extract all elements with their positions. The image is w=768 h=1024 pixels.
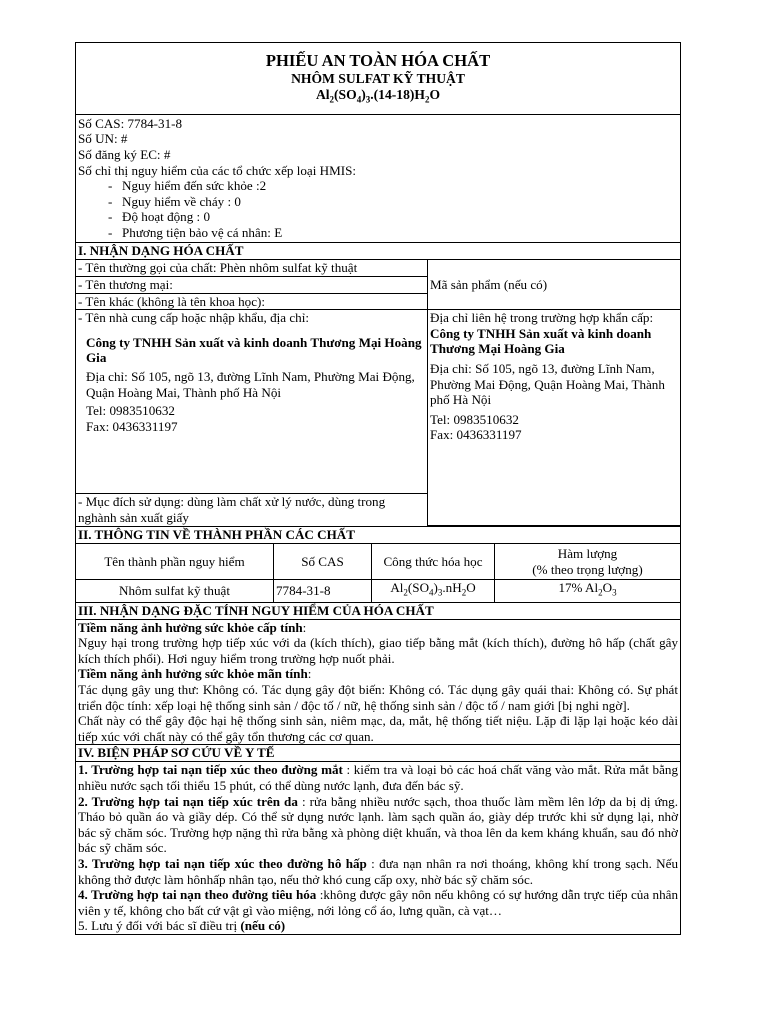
cas-number: Số CAS: 7784-31-8 <box>78 115 183 131</box>
identification-table <box>76 260 680 525</box>
formula-part: Al <box>315 87 330 102</box>
content-header-line1: Hàm lượng <box>557 546 618 562</box>
product-code: Mã sản phẩm (nếu có) <box>428 260 681 309</box>
emergency-fax: Fax: 0436331197 <box>430 427 522 443</box>
supplier-label: - Tên nhà cung cấp hoặc nhập khẩu, địa chỉ: <box>78 310 309 326</box>
section-4-title: IV. BIỆN PHÁP SƠ CỨU VỀ Y TẾ <box>76 745 680 762</box>
acute-heading <box>78 620 678 636</box>
formula-sub: 2 <box>424 94 430 105</box>
identifiers-block <box>76 115 680 244</box>
hazard-block <box>76 620 680 746</box>
safety-data-sheet <box>75 42 681 935</box>
first-aid-ingestion-text: :không được gây nôn nếu không có sự hướng dẫn trực tiếp của nhân viên y tế, không cho bất cứ vật gì vào miệng, nới lỏng cổ áo, lưng quần, cà vạt… <box>78 887 678 918</box>
emergency-address: Địa chỉ: Số 105, ngõ 13, đường Lĩnh Nam, Phường Mai Động, Quận Hoàng Mai, Thành phố Hà Nội <box>430 361 665 408</box>
col-header-content <box>495 544 681 580</box>
formula-part: .(14-18)H <box>370 87 425 102</box>
hmis-item: - Nguy hiểm về cháy : 0 <box>122 194 678 210</box>
first-aid-inhalation-text: : đưa nạn nhân ra nơi thoáng, không khí trong sạch. Nếu không thở được làm hônhấp nhân tạo, nếu thở khó cung cấp oxy, nhờ bác sỹ chăm sóc. <box>78 855 678 887</box>
formula-sub: 2 <box>329 94 335 105</box>
section-2-title: II. THÔNG TIN VỀ THÀNH PHẦN CÁC CHẤT <box>76 526 680 544</box>
content-part: 17% Al <box>558 580 599 596</box>
first-aid-eyes <box>78 762 678 793</box>
doctor-note-bold: (nếu có) <box>240 918 286 934</box>
first-aid-skin <box>78 794 678 856</box>
col-header-name: Tên thành phần nguy hiểm <box>76 544 274 580</box>
first-aid-ingestion <box>78 887 678 918</box>
emergency-label: Địa chỉ liên hệ trong trường hợp khẩn cấp: <box>430 310 654 326</box>
acute-title: Tiềm năng ảnh hưởng sức khỏe cấp tính <box>78 619 303 635</box>
first-aid-inhalation-title: 3. Trường hợp tai nạn tiếp xúc theo đường hô hấp <box>78 855 367 871</box>
supplier-name: Công ty TNHH Sản xuất và kinh doanh Thương Mại Hoàng Gia <box>86 334 422 366</box>
formula-part: (SO <box>334 87 357 102</box>
first-aid-ingestion-title: 4. Trường hợp tai nạn theo đường tiêu hóa <box>78 887 317 903</box>
formula-sub: 2 <box>461 588 467 599</box>
emergency-name: Công ty TNHH Sản xuất và kinh doanh Thương Mại Hoàng Gia <box>430 325 652 357</box>
first-aid-eyes-title: 1. Trường hợp tai nạn tiếp xúc theo đường mắt <box>78 762 343 778</box>
section-1-title: I. NHẬN DẠNG HÓA CHẤT <box>76 243 680 260</box>
acute-colon: : <box>302 619 307 635</box>
content-sub: 3 <box>612 588 617 599</box>
composition-table <box>76 544 680 602</box>
hmis-item: - Độ hoạt động : 0 <box>122 209 678 225</box>
chronic-title: Tiềm năng ảnh hưởng sức khỏe mãn tính <box>78 666 308 682</box>
component-content <box>495 580 681 602</box>
supplier-cell <box>76 310 428 494</box>
formula-part: ) <box>433 580 438 596</box>
common-name: - Tên thường gọi của chất: Phèn nhôm sulfat kỹ thuật <box>76 260 428 276</box>
formula-part: .nH <box>442 580 462 596</box>
col-header-formula: Công thức hóa học <box>372 544 495 580</box>
component-formula <box>372 580 495 602</box>
formula-sub: 4 <box>356 94 362 105</box>
content-sub: 2 <box>598 588 603 599</box>
document-title: PHIẾU AN TOÀN HÓA CHẤT <box>265 51 491 70</box>
acute-text: Nguy hại trong trường hợp tiếp xúc với da (kích thích), giao tiếp bằng mắt (kích thích), đường hô hấp (chất gây kích thích phổi). Hơi nguy hiểm trong trường hợp nuốt phải. <box>78 635 678 666</box>
hmis-title: Số chỉ thị nguy hiểm của các tổ chức xếp loại HMIS: <box>78 162 356 178</box>
first-aid-skin-text: : rửa bằng nhiều nước sạch, thoa thuốc làm mềm lên lớp da bị dị ứng. Tháo bỏ quần áo và giầy dép. Có thể sử dụng nước lạnh. làm sạch quần áo, giày dép trước khi sử dụng lại, nhờ bác sỹ chăm sóc. Trường hợp nặng thì rửa bằng xà phòng diệt khuẩn, và thoa lên da kem kháng khuẩn, sau đó nhờ bác sỹ chăm sóc. <box>78 793 678 856</box>
content-part: O <box>602 580 613 596</box>
doctor-note-text: 5. Lưu ý đối với bác sĩ điều trị <box>78 918 241 934</box>
supplier-address: Địa chỉ: Số 105, ngõ 13, đường Lĩnh Nam, Phường Mai Động, Quận Hoàng Mai, Thành phố Hà Nội <box>86 369 415 400</box>
document-header <box>76 43 680 115</box>
emergency-contact-cell <box>428 310 681 526</box>
purpose: - Mục đích sử dụng: dùng làm chất xử lý nước, dùng trong nghành sản xuất giấy <box>76 494 428 526</box>
formula-part: ) <box>361 87 366 102</box>
hmis-list <box>78 178 678 240</box>
first-aid-doctor-note <box>78 918 678 934</box>
hmis-item: - Nguy hiểm đến sức khỏe :2 <box>122 178 678 194</box>
first-aid-eyes-text: : kiểm tra và loại bỏ các hoá chất văng vào mắt. Rửa mắt bằng nhiều nước sạch tối thiểu 15 phút, có thể dùng nước lạnh, đưa đến bác sỹ. <box>78 762 678 793</box>
content-header-line2: (% theo trọng lượng) <box>532 561 643 577</box>
chronic-colon: : <box>307 666 312 682</box>
first-aid-skin-title: 2. Trường hợp tai nạn tiếp xúc trên da <box>78 793 298 809</box>
chronic-text-1: Tác dụng gây ung thư: Không có. Tác dụng gây đột biến: Không có. Tác dụng gây quái thai: Không có. Sự phát triển độc tính: xếp loại hệ thống sinh sản / độc tố / nữ, hệ thống sinh sản / độc tố / nam giới [bị nghi ngờ]. <box>78 682 678 713</box>
component-cas: 7784-31-8 <box>274 580 372 602</box>
emergency-tel: Tel: 0983510632 <box>430 411 519 427</box>
formula-part: O <box>466 580 476 596</box>
chronic-heading <box>78 666 678 682</box>
chemical-formula <box>76 87 680 108</box>
other-name: - Tên khác (không là tên khoa học): <box>76 293 428 310</box>
formula-sub: 4 <box>429 588 434 599</box>
formula-part: (SO <box>407 580 430 596</box>
formula-part: O <box>429 87 441 102</box>
supplier-fax: Fax: 0436331197 <box>86 418 178 434</box>
trade-name: - Tên thương mại: <box>76 277 428 294</box>
document-subtitle: NHÔM SULFAT KỸ THUẬT <box>291 71 465 86</box>
supplier-tel: Tel: 0983510632 <box>86 403 175 419</box>
first-aid-inhalation <box>78 856 678 887</box>
chronic-text-2: Chất này có thể gây độc hại hệ thống sinh sản, niêm mạc, da, mắt, hệ thống tiết niệu. Lặp đi lặp lại hoặc kéo dài tiếp xúc với chất này có thể gây tổn thương các cơ quan. <box>78 713 678 744</box>
first-aid-block <box>76 762 680 934</box>
un-number: Số UN: # <box>78 131 128 147</box>
formula-sub: 3 <box>365 94 371 105</box>
formula-part: Al <box>390 580 404 596</box>
ec-number: Số đăng ký EC: # <box>78 146 171 162</box>
col-header-cas: Số CAS <box>274 544 372 580</box>
component-name: Nhôm sulfat kỹ thuật <box>76 580 274 602</box>
formula-sub: 3 <box>437 588 443 599</box>
section-3-title: III. NHẬN DẠNG ĐẶC TÍNH NGUY HIỂM CỦA HÓA CHẤT <box>76 602 680 620</box>
hmis-item: - Phương tiện bảo vệ cá nhân: E <box>122 225 678 241</box>
formula-sub: 2 <box>403 588 408 599</box>
